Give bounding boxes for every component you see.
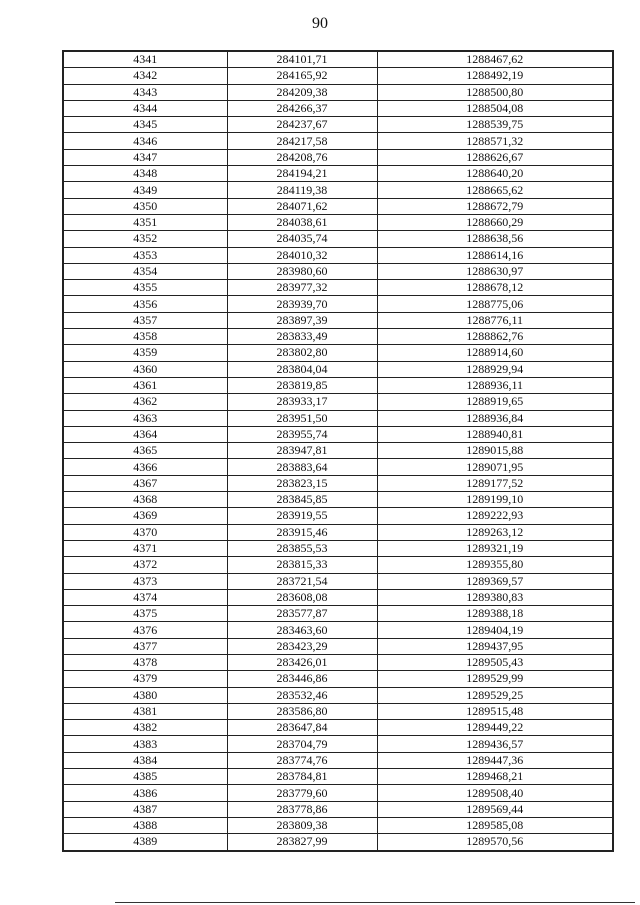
x-coordinate-cell: 283779,60 [227,785,377,801]
y-coordinate-cell: 1288492,19 [377,68,613,84]
y-coordinate-cell: 1288665,62 [377,182,613,198]
point-number-cell: 4344 [63,100,227,116]
x-coordinate-cell: 283809,38 [227,817,377,833]
x-coordinate-cell: 284209,38 [227,84,377,100]
point-number-cell: 4388 [63,817,227,833]
point-number-cell: 4360 [63,361,227,377]
y-coordinate-cell: 1289508,40 [377,785,613,801]
page-number: 90 [312,15,328,32]
y-coordinate-cell: 1289321,19 [377,540,613,556]
table-row [63,475,613,491]
x-coordinate-cell: 284217,58 [227,133,377,149]
point-number-cell: 4376 [63,622,227,638]
table-row [63,182,613,198]
table-row [63,443,613,459]
table-row [63,801,613,817]
x-coordinate-cell: 283778,86 [227,801,377,817]
point-number-cell: 4349 [63,182,227,198]
y-coordinate-cell: 1289515,48 [377,703,613,719]
y-coordinate-cell: 1289071,95 [377,459,613,475]
point-number-cell: 4359 [63,345,227,361]
table-row [63,84,613,100]
x-coordinate-cell: 283784,81 [227,769,377,785]
x-coordinate-cell: 283815,33 [227,557,377,573]
x-coordinate-cell: 283608,08 [227,589,377,605]
y-coordinate-cell: 1289015,88 [377,443,613,459]
x-coordinate-cell: 284208,76 [227,149,377,165]
x-coordinate-cell: 283802,80 [227,345,377,361]
x-coordinate-cell: 284165,92 [227,68,377,84]
y-coordinate-cell: 1288504,08 [377,100,613,116]
table-row [63,100,613,116]
point-number-cell: 4377 [63,638,227,654]
y-coordinate-cell: 1289569,44 [377,801,613,817]
table-row [63,51,613,68]
point-number-cell: 4341 [63,51,227,68]
x-coordinate-cell: 283774,76 [227,752,377,768]
table-row [63,703,613,719]
point-number-cell: 4354 [63,263,227,279]
point-number-cell: 4364 [63,426,227,442]
x-coordinate-cell: 283855,53 [227,540,377,556]
point-number-cell: 4389 [63,834,227,851]
x-coordinate-cell: 283586,80 [227,703,377,719]
point-number-cell: 4347 [63,149,227,165]
table-row [63,573,613,589]
table-row [63,149,613,165]
x-coordinate-cell: 283647,84 [227,720,377,736]
y-coordinate-cell: 1289436,57 [377,736,613,752]
x-coordinate-cell: 283532,46 [227,687,377,703]
x-coordinate-cell: 283951,50 [227,410,377,426]
y-coordinate-cell: 1288775,06 [377,296,613,312]
point-number-cell: 4361 [63,377,227,393]
point-number-cell: 4372 [63,557,227,573]
y-coordinate-cell: 1288640,20 [377,166,613,182]
y-coordinate-cell: 1289437,95 [377,638,613,654]
y-coordinate-cell: 1288614,16 [377,247,613,263]
table-row [63,817,613,833]
y-coordinate-cell: 1289468,21 [377,769,613,785]
y-coordinate-cell: 1288940,81 [377,426,613,442]
x-coordinate-cell: 283446,86 [227,671,377,687]
table-row [63,361,613,377]
point-number-cell: 4378 [63,654,227,670]
point-number-cell: 4355 [63,280,227,296]
x-coordinate-cell: 284194,21 [227,166,377,182]
point-number-cell: 4358 [63,329,227,345]
table-row [63,557,613,573]
y-coordinate-cell: 1289570,56 [377,834,613,851]
bottom-divider [115,902,635,903]
point-number-cell: 4356 [63,296,227,312]
x-coordinate-cell: 283804,04 [227,361,377,377]
x-coordinate-cell: 283577,87 [227,606,377,622]
point-number-cell: 4357 [63,312,227,328]
y-coordinate-cell: 1288936,11 [377,377,613,393]
table-row [63,117,613,133]
x-coordinate-cell: 284266,37 [227,100,377,116]
x-coordinate-cell: 283897,39 [227,312,377,328]
x-coordinate-cell: 284038,61 [227,214,377,230]
y-coordinate-cell: 1289449,22 [377,720,613,736]
point-number-cell: 4345 [63,117,227,133]
x-coordinate-cell: 284237,67 [227,117,377,133]
y-coordinate-cell: 1289222,93 [377,508,613,524]
table-row [63,345,613,361]
point-number-cell: 4373 [63,573,227,589]
x-coordinate-cell: 283977,32 [227,280,377,296]
point-number-cell: 4342 [63,68,227,84]
y-coordinate-cell: 1289529,99 [377,671,613,687]
point-number-cell: 4384 [63,752,227,768]
y-coordinate-cell: 1289447,36 [377,752,613,768]
y-coordinate-cell: 1289388,18 [377,606,613,622]
x-coordinate-cell: 284101,71 [227,51,377,68]
table-row [63,312,613,328]
y-coordinate-cell: 1289380,83 [377,589,613,605]
x-coordinate-cell: 283819,85 [227,377,377,393]
point-number-cell: 4386 [63,785,227,801]
table-row [63,280,613,296]
x-coordinate-cell: 283915,46 [227,524,377,540]
y-coordinate-cell: 1288638,56 [377,231,613,247]
x-coordinate-cell: 284071,62 [227,198,377,214]
y-coordinate-cell: 1288862,76 [377,329,613,345]
table-row [63,687,613,703]
x-coordinate-cell: 283704,79 [227,736,377,752]
table-row [63,834,613,851]
table-row [63,214,613,230]
y-coordinate-cell: 1288539,75 [377,117,613,133]
y-coordinate-cell: 1288571,32 [377,133,613,149]
point-number-cell: 4366 [63,459,227,475]
table-row [63,166,613,182]
table-row [63,329,613,345]
point-number-cell: 4371 [63,540,227,556]
point-number-cell: 4369 [63,508,227,524]
y-coordinate-cell: 1289404,19 [377,622,613,638]
point-number-cell: 4348 [63,166,227,182]
x-coordinate-cell: 284119,38 [227,182,377,198]
table-body [63,51,613,851]
y-coordinate-cell: 1288630,97 [377,263,613,279]
x-coordinate-cell: 283939,70 [227,296,377,312]
x-coordinate-cell: 283827,99 [227,834,377,851]
table-row [63,410,613,426]
coordinates-table [62,50,614,852]
table-row [63,638,613,654]
x-coordinate-cell: 283845,85 [227,492,377,508]
y-coordinate-cell: 1289369,57 [377,573,613,589]
table-row [63,752,613,768]
x-coordinate-cell: 283883,64 [227,459,377,475]
table-row [63,606,613,622]
y-coordinate-cell: 1288660,29 [377,214,613,230]
y-coordinate-cell: 1289263,12 [377,524,613,540]
point-number-cell: 4350 [63,198,227,214]
y-coordinate-cell: 1288919,65 [377,394,613,410]
table-row [63,508,613,524]
x-coordinate-cell: 283947,81 [227,443,377,459]
table-row [63,736,613,752]
x-coordinate-cell: 283721,54 [227,573,377,589]
point-number-cell: 4382 [63,720,227,736]
y-coordinate-cell: 1288914,60 [377,345,613,361]
y-coordinate-cell: 1289177,52 [377,475,613,491]
table-row [63,198,613,214]
table-row [63,459,613,475]
y-coordinate-cell: 1288776,11 [377,312,613,328]
y-coordinate-cell: 1289355,80 [377,557,613,573]
y-coordinate-cell: 1288929,94 [377,361,613,377]
point-number-cell: 4351 [63,214,227,230]
table-row [63,247,613,263]
table-row [63,394,613,410]
y-coordinate-cell: 1289585,08 [377,817,613,833]
point-number-cell: 4387 [63,801,227,817]
x-coordinate-cell: 283833,49 [227,329,377,345]
x-coordinate-cell: 283463,60 [227,622,377,638]
y-coordinate-cell: 1288500,80 [377,84,613,100]
table-row [63,720,613,736]
point-number-cell: 4362 [63,394,227,410]
point-number-cell: 4365 [63,443,227,459]
table-row [63,671,613,687]
point-number-cell: 4368 [63,492,227,508]
point-number-cell: 4367 [63,475,227,491]
point-number-cell: 4380 [63,687,227,703]
x-coordinate-cell: 283955,74 [227,426,377,442]
y-coordinate-cell: 1288678,12 [377,280,613,296]
y-coordinate-cell: 1288467,62 [377,51,613,68]
table-row [63,589,613,605]
table-row [63,654,613,670]
table-row [63,540,613,556]
x-coordinate-cell: 283823,15 [227,475,377,491]
point-number-cell: 4363 [63,410,227,426]
table-row [63,231,613,247]
table-row [63,769,613,785]
point-number-cell: 4352 [63,231,227,247]
y-coordinate-cell: 1289505,43 [377,654,613,670]
point-number-cell: 4375 [63,606,227,622]
point-number-cell: 4381 [63,703,227,719]
point-number-cell: 4353 [63,247,227,263]
point-number-cell: 4370 [63,524,227,540]
point-number-cell: 4343 [63,84,227,100]
y-coordinate-cell: 1288936,84 [377,410,613,426]
table-row [63,133,613,149]
x-coordinate-cell: 283426,01 [227,654,377,670]
point-number-cell: 4346 [63,133,227,149]
y-coordinate-cell: 1289199,10 [377,492,613,508]
table-row [63,426,613,442]
x-coordinate-cell: 283919,55 [227,508,377,524]
x-coordinate-cell: 283423,29 [227,638,377,654]
point-number-cell: 4385 [63,769,227,785]
x-coordinate-cell: 284010,32 [227,247,377,263]
point-number-cell: 4374 [63,589,227,605]
table-row [63,492,613,508]
point-number-cell: 4383 [63,736,227,752]
x-coordinate-cell: 283933,17 [227,394,377,410]
table-row [63,377,613,393]
table-row [63,622,613,638]
table-row [63,785,613,801]
point-number-cell: 4379 [63,671,227,687]
table-row [63,68,613,84]
table-row [63,263,613,279]
x-coordinate-cell: 284035,74 [227,231,377,247]
y-coordinate-cell: 1289529,25 [377,687,613,703]
x-coordinate-cell: 283980,60 [227,263,377,279]
y-coordinate-cell: 1288626,67 [377,149,613,165]
table-row [63,296,613,312]
y-coordinate-cell: 1288672,79 [377,198,613,214]
table-row [63,524,613,540]
